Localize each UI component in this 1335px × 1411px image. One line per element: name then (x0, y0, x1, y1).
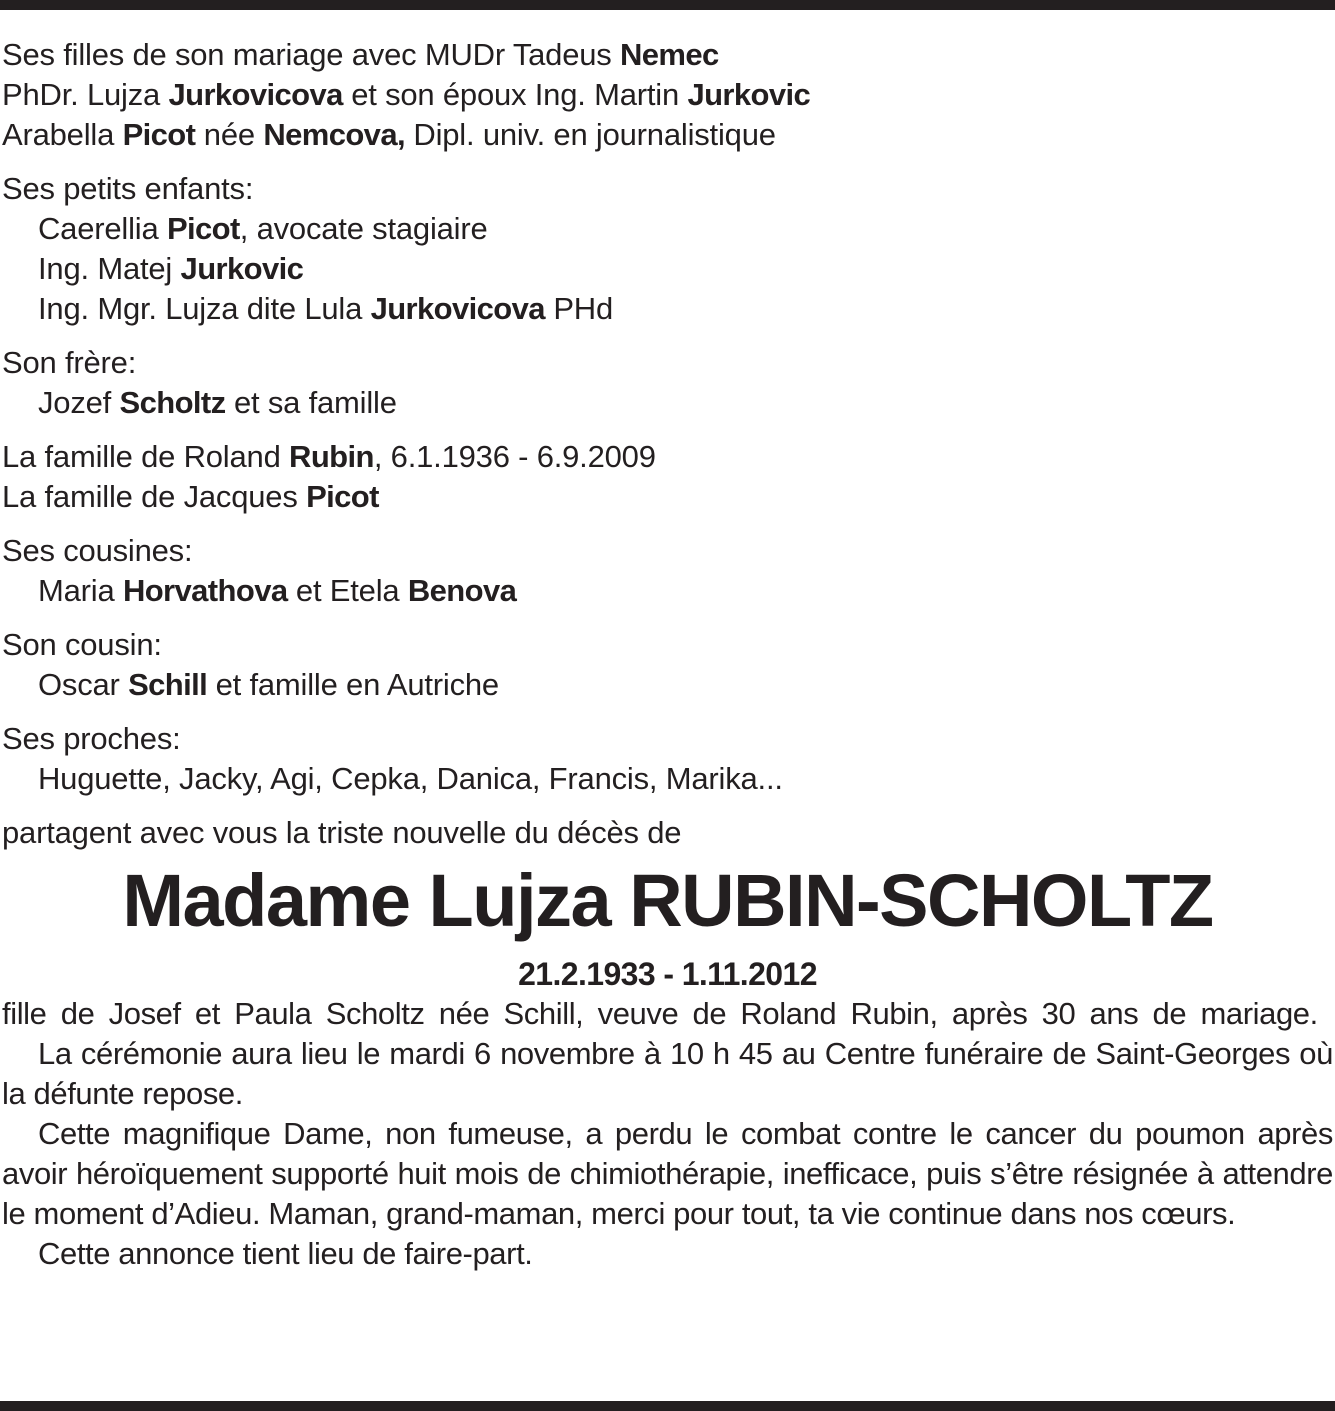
surname: Jurkovic (687, 77, 811, 112)
surname: Nemec (620, 37, 719, 72)
text-run: La famille de Roland (2, 439, 290, 474)
announcement-line: partagent avec vous la triste nouvelle du décès de (2, 815, 682, 850)
deceased-name: Madame Lujza RUBIN-SCHOLTZ (122, 859, 1213, 942)
text-run: Dipl. univ. en journalistique (404, 117, 776, 152)
text-run: Maria (38, 573, 123, 608)
daughter-line (2, 115, 1333, 155)
relatives-section (2, 719, 1333, 799)
daughters-section (2, 35, 1333, 155)
surname: Horvathova (122, 573, 288, 608)
daughters-intro-line (2, 35, 1333, 75)
cousins-line (2, 571, 1333, 611)
grandchildren-section (2, 169, 1333, 329)
surname: Schill (128, 667, 208, 702)
surname: Picot (122, 117, 196, 152)
section-heading: Son cousin: (2, 627, 162, 662)
body-paragraph: Cette magnifique Dame, non fumeuse, a perdu le combat contre le cancer du poumon après avoir héroïquement supporté huit mois de chimiothérapie, inefficace, puis s’être résignée à attendre le moment d’Adieu. Maman, grand-maman, merci pour tout, ta vie continue dans nos cœurs. (2, 1116, 1333, 1231)
text-run: , avocate stagiaire (239, 211, 488, 246)
text-run: PHd (544, 291, 614, 326)
brother-section (2, 343, 1333, 423)
cousin-line (2, 665, 1333, 705)
text-run: Ing. Matej (38, 251, 181, 286)
body-paragraph: La cérémonie aura lieu le mardi 6 novembre à 10 h 45 au Centre funéraire de Saint-Georges où la défunte repose. (2, 1036, 1333, 1111)
obituary-notice (2, 35, 1333, 1274)
daughter-line (2, 75, 1333, 115)
brother-line (2, 383, 1333, 423)
section-heading: Ses petits enfants: (2, 171, 254, 206)
text-run: née (195, 117, 264, 152)
grandchild-line (2, 249, 1333, 289)
text-run: Jozef (38, 385, 120, 420)
text-run: Arabella (2, 117, 123, 152)
text-run: et son époux Ing. Martin (342, 77, 688, 112)
section-heading: Ses cousines: (2, 533, 193, 568)
surname: Jurkovicova (168, 77, 343, 112)
surname: Picot (166, 211, 240, 246)
text-run: La famille de Jacques (2, 479, 307, 514)
text-run: et sa famille (225, 385, 397, 420)
surname: Nemcova, (263, 117, 405, 152)
deceased-dates: 21.2.1933 - 1.11.2012 (518, 956, 817, 992)
surname: Jurkovicova (370, 291, 545, 326)
grandchild-line (2, 289, 1333, 329)
surname: Scholtz (119, 385, 226, 420)
section-heading: Ses proches: (2, 721, 181, 756)
male-cousin-section (2, 625, 1333, 705)
text-run: Oscar (38, 667, 129, 702)
text-run: , 6.1.1936 - 6.9.2009 (373, 439, 656, 474)
text-run: et famille en Autriche (207, 667, 499, 702)
bottom-border-rule (0, 1401, 1335, 1411)
text-run: Ing. Mgr. Lujza dite Lula (38, 291, 371, 326)
top-border-rule (0, 0, 1335, 10)
grandchild-line (2, 209, 1333, 249)
family-line (2, 477, 1333, 517)
text-run: Caerellia (38, 211, 167, 246)
text-run: PhDr. Lujza (2, 77, 169, 112)
surname: Picot (306, 479, 379, 514)
text-run: Ses filles de son mariage avec MUDr Tadeus (2, 37, 620, 72)
body-paragraph: fille de Josef et Paula Scholtz née Schill, veuve de Roland Rubin, après 30 ans de mariage. (2, 996, 1318, 1031)
family-line (2, 437, 1333, 477)
female-cousins-section (2, 531, 1333, 611)
section-heading: Son frère: (2, 345, 137, 380)
body-paragraph: Cette annonce tient lieu de faire-part. (38, 1236, 533, 1271)
surname: Jurkovic (180, 251, 304, 286)
surname: Rubin (289, 439, 374, 474)
surname: Benova (407, 573, 517, 608)
relatives-names: Huguette, Jacky, Agi, Cepka, Danica, Francis, Marika... (38, 761, 783, 796)
families-section (2, 437, 1333, 517)
text-run: et Etela (287, 573, 408, 608)
